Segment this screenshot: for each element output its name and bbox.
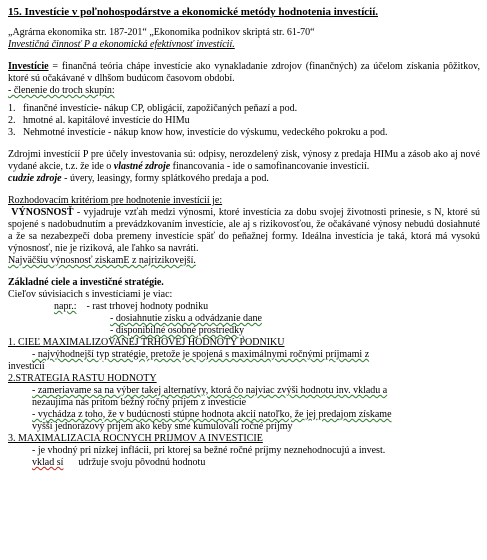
strategy-1-title [8,337,480,349]
napr-label: napr.: [54,301,77,312]
list-item-number: 2. [8,115,16,126]
list-item-text: Nehmotné investície - nákup know how, investície do výskumu, vedeckého pokroku a pod. [23,127,388,138]
strategy-1-line [8,349,480,361]
list-item [8,127,480,139]
strategy-intro: Cieľov súvisiacich s investíciami je viac: [8,289,173,300]
sources-line: „Agrárna ekonomika str. 187-201“ „Ekonomika podnikov skriptá str. 61-70“ [8,27,315,38]
napr-item [8,325,480,337]
criterion-paragraph [8,207,480,255]
list-item [8,103,480,115]
list-item [8,115,480,127]
strategy-heading: Základné ciele a investičné stratégie. [8,277,164,288]
criterion-heading-text: Rozhodovacím kritériom pre hodnotenie investícií je: [8,195,223,206]
foreign-sources-term: cudzie zdroje [8,173,62,184]
strategy-2-line [8,409,480,421]
list-item-number: 3. [8,127,16,138]
sources-subline [8,39,480,51]
strategy-2-line-text: - vychádza z toho, že v budúcnosti stúpne hodnota akcií natoľko, že jej predajom získame [32,409,392,420]
document-page [8,6,480,469]
strategy-2-title-text: 2.STRATEGIA RASTU HODNOTY [8,373,157,384]
page-title [8,6,480,19]
napr-item [8,313,480,325]
sources-paragraph [8,149,480,173]
strategy-1-title-text: 1. CIEĽ MAXIMALIZOVANEJ TRHOVEJ HODNOTY PODNIKU [8,337,285,348]
page-title-text: 15. Investície v poľnohospodárstve a ekonomické metódy hodnotenia investícií. [8,6,379,18]
strategy-2-line: vyšší jednorázový príjem ako keby sme kumulovali ročné príjmy [32,421,293,432]
strategy-2-line-text: - zameriavame sa na výber takej alternatívy, ktorá čo najviac zvýši hodnotu inv. vkladu a [32,385,388,396]
criterion-max [8,255,480,267]
strategy-3-line [8,457,480,469]
definition-paragraph [8,61,480,85]
strategy-3-line-part: udržuje svoju pôvodnú hodnotu [78,457,206,468]
criterion-term: VÝNOSNOSŤ [11,207,74,218]
criterion-text: - vyjadruje vzťah medzi výnosmi, ktoré investícia za dobu svojej životnosti prinesie, s N, ktoré sú spojené s nadobudnutím a prevádzkovaním investície, ale aj s rizikovosťou, že očakávané výnosy nebudú dosiahnuté a že sa nezabezpečí doba premeny investície späť do peňažnej formy. Ideálna investícia je taká, ktorá má vysokú výnosnosť, nie je riziková, ale ľahko sa navráti. [8,207,481,254]
strategy-2-line: nezaujíma nás pritom bežný ročný príjem z investície [32,397,247,408]
list-item-text: hmotné al. kapitálové investície do HIMu [23,115,190,126]
definition-term: Investície [8,61,49,72]
strategy-1-line: investícií [8,361,45,372]
napr-item: - rast trhovej hodnoty podniku [86,301,209,312]
strategy-3-title [8,433,480,445]
napr-line [8,301,480,313]
strategy-1-line-text: - najvýhodnejší typ stratégie, pretože je spojená s maximálnymi ročnými príjmami z [32,349,370,360]
definition-split [8,85,480,97]
sources-paragraph-part2: financovania - ide o samofinancovanie investícií. [170,161,370,172]
foreign-sources-line [8,173,480,185]
strategy-3-line: - je vhodný pri nízkej inflácii, pri ktorej sa bežné ročné príjmy neznehodnocujú a invest. [32,445,386,456]
strategy-2-line [8,385,480,397]
definition-split-text: - členenie do troch skupín: [8,85,115,96]
list-item-text: finančné investície- nákup CP, obligácií, zapožičaných peňazí a pod. [23,103,298,114]
sources-paragraph-part1: Zdrojmi investícií P pre účely investovania sú: odpisy, nerozdelený zisk, výnosy z predaja HIMu a zásob ako aj nové vydané akcie, t.z. že ide o [8,149,480,172]
napr-item-text: - dosiahnutie zisku a odvádzanie dane [110,313,262,324]
strategy-3-title-text: 3. MAXIMALIZACIA ROCNYCH PRIJMOV A INVESTICIE [8,433,263,444]
foreign-sources-text: - úvery, leasingy, formy splátkového predaja a pod. [61,173,269,184]
strategy-2-title [8,373,480,385]
list-item-number: 1. [8,103,16,114]
criterion-heading [8,195,480,207]
strategy-3-line-part: vklad sí [32,457,64,468]
definition-text: = finančná teória chápe investície ako vynakladanie zdrojov (finančných) za účelom získania pôžitkov, ktoré sú očakávané v dlhšom budúcom časovom období. [8,61,480,84]
napr-item-text: - disponibilné osobné prostriedky [110,325,245,336]
criterion-max-text: Najväčšiu výnosnosť ziskamE z najrizikovejší. [8,255,196,266]
own-sources-term: vlastné zdroje [113,161,171,172]
sources-subline-text: Investičná činnosť P a ekonomická efektívnosť investícií. [8,39,235,50]
